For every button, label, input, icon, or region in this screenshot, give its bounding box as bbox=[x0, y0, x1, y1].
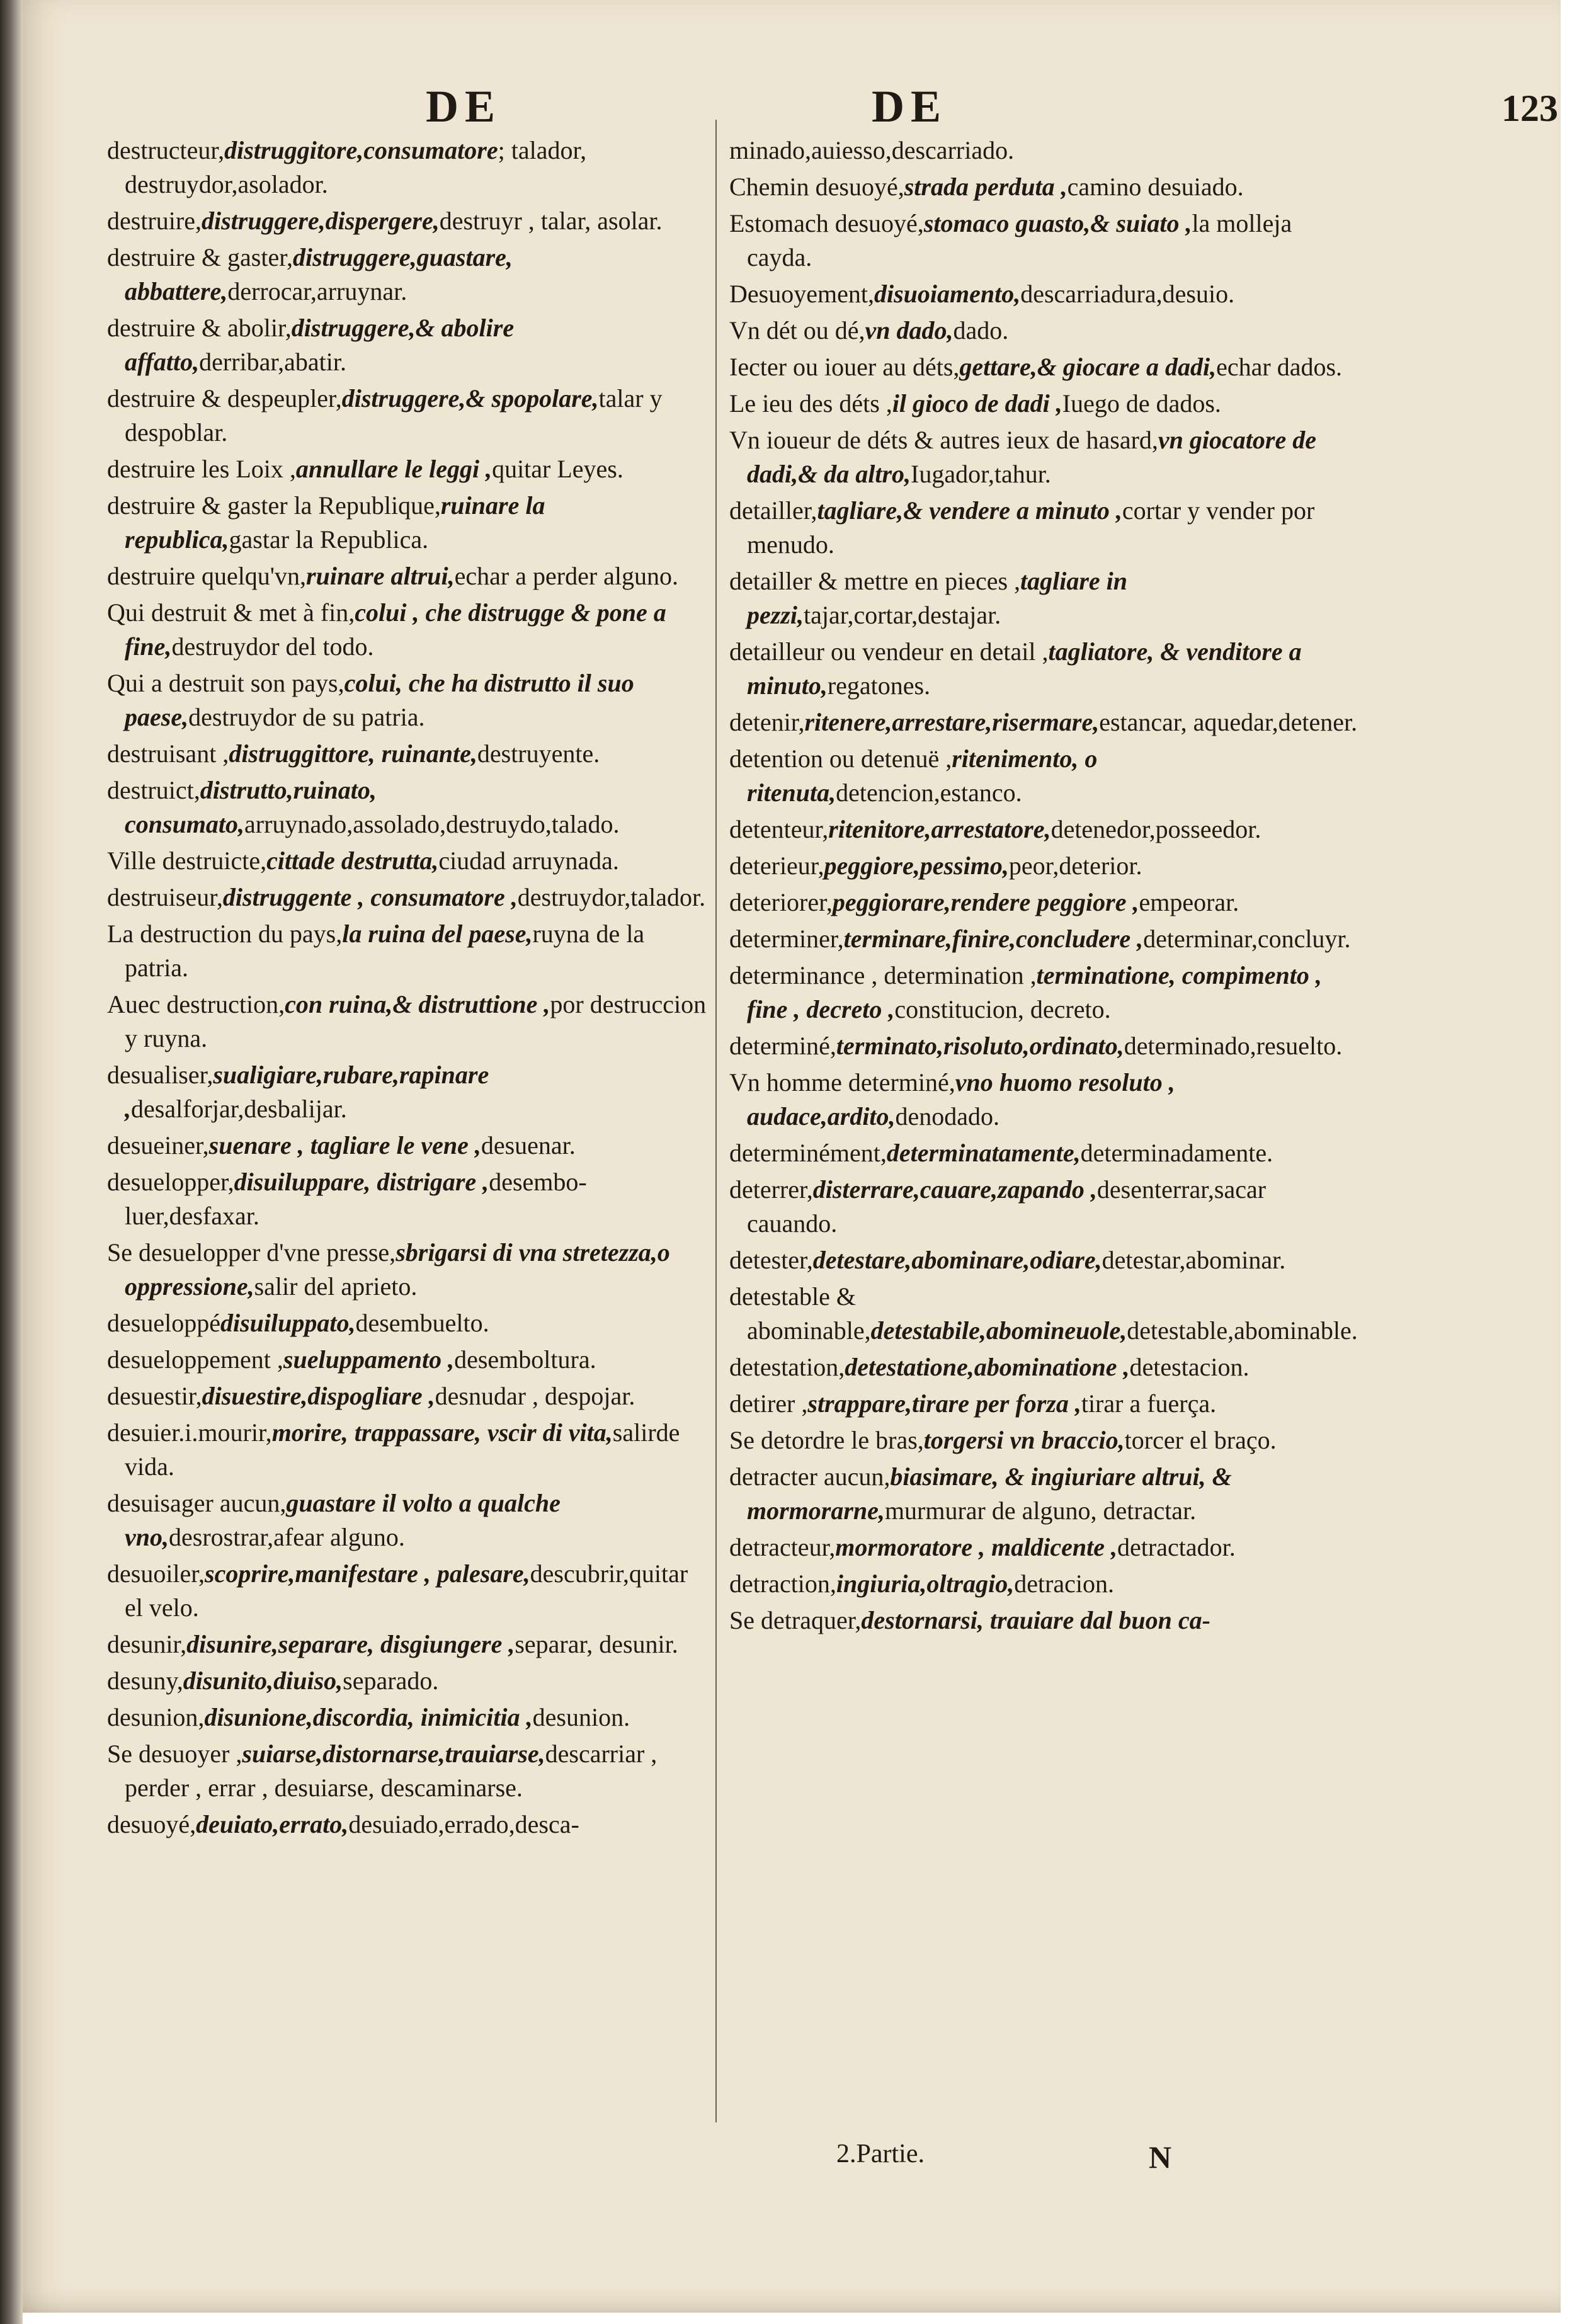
french-headword: desunir, bbox=[107, 1630, 187, 1658]
spanish-translation: camino desuiado. bbox=[1067, 173, 1244, 201]
dictionary-entry bbox=[729, 1350, 1359, 1384]
italian-translation: ingiuria,oltragio, bbox=[836, 1569, 1015, 1598]
french-headword: Ville destruicte, bbox=[107, 846, 267, 875]
french-headword: detenir, bbox=[729, 708, 805, 736]
french-headword: Le ieu des déts , bbox=[729, 389, 892, 418]
french-headword: destruire & despeupler, bbox=[107, 384, 342, 413]
dictionary-entry bbox=[107, 452, 712, 486]
dictionary-entry bbox=[107, 1129, 712, 1163]
french-headword: desuestir, bbox=[107, 1382, 202, 1410]
italian-translation: colui , che distrugge & pone a fine, bbox=[125, 598, 666, 661]
spanish-translation: destruydor del todo. bbox=[171, 632, 374, 661]
spanish-translation: peor,deterior. bbox=[1008, 852, 1142, 880]
spanish-translation: determinar,concluyr. bbox=[1143, 925, 1351, 953]
spanish-translation: empeorar. bbox=[1139, 888, 1239, 916]
signature-mark: 2.Partie. bbox=[836, 2139, 925, 2168]
italian-translation: sueluppamento , bbox=[283, 1345, 455, 1374]
left-running-head: DE bbox=[426, 81, 502, 132]
dictionary-entry bbox=[729, 1136, 1359, 1170]
italian-translation: disunione,discordia, inimicitia , bbox=[204, 1703, 533, 1731]
italian-translation: tagliatore, & venditore a minuto, bbox=[747, 637, 1302, 700]
spanish-translation: derrocar,arruynar. bbox=[227, 277, 407, 305]
french-headword: deterrer, bbox=[729, 1175, 813, 1204]
spanish-translation: detractador. bbox=[1117, 1533, 1236, 1561]
spanish-translation: ciudad arruynada. bbox=[438, 846, 619, 875]
italian-translation: suenare , tagliare le vene , bbox=[208, 1131, 481, 1159]
spanish-translation: desuiado,errado,desca- bbox=[348, 1810, 579, 1838]
dictionary-entry bbox=[729, 277, 1359, 311]
italian-translation: deuiato,errato, bbox=[196, 1810, 349, 1838]
italian-translation: stomaco guasto,& suiato , bbox=[923, 209, 1192, 237]
dictionary-entry bbox=[107, 1165, 712, 1233]
french-headword: detailler, bbox=[729, 496, 817, 525]
dictionary-entry bbox=[729, 1603, 1359, 1638]
italian-translation: mormoratore , maldicente , bbox=[835, 1533, 1118, 1561]
dictionary-entry bbox=[729, 350, 1359, 384]
spanish-translation: desembo-luer,desfaxar. bbox=[125, 1168, 587, 1230]
french-headword: desuoiler, bbox=[107, 1559, 205, 1588]
dictionary-entry bbox=[729, 1530, 1359, 1564]
dictionary-entry bbox=[729, 705, 1359, 739]
spanish-translation: desemboltura. bbox=[454, 1345, 596, 1374]
dictionary-entry bbox=[107, 1627, 712, 1661]
dictionary-entry bbox=[107, 1379, 712, 1413]
dictionary-page bbox=[18, 0, 1561, 2313]
spanish-translation: torcer el braço. bbox=[1124, 1426, 1277, 1454]
dictionary-entry bbox=[107, 880, 712, 914]
italian-translation: morire, trappassare, vscir di vita, bbox=[271, 1418, 613, 1447]
dictionary-entry bbox=[107, 311, 712, 379]
spanish-translation: echar a perder alguno. bbox=[454, 562, 679, 590]
italian-translation: terminato,risoluto,ordinato, bbox=[836, 1032, 1124, 1060]
italian-translation: il gioco de dadi , bbox=[892, 389, 1062, 418]
italian-translation: peggiorare,rendere peggiore , bbox=[832, 888, 1139, 916]
french-headword: destruire & gaster, bbox=[107, 243, 293, 271]
dictionary-entry bbox=[107, 204, 712, 238]
dictionary-entry bbox=[107, 1664, 712, 1698]
italian-translation: colui, che ha distrutto il suo paese, bbox=[125, 669, 634, 731]
italian-translation: ritenere,arrestare,risermare, bbox=[804, 708, 1100, 736]
italian-translation: disuoiamento, bbox=[874, 280, 1021, 308]
dictionary-entry bbox=[107, 1416, 712, 1484]
dictionary-entry bbox=[729, 635, 1359, 703]
dictionary-entry bbox=[729, 849, 1359, 883]
italian-translation: tagliare in pezzi, bbox=[747, 567, 1128, 629]
catchword: N bbox=[1149, 2139, 1172, 2175]
spanish-translation: destruyr , talar, asolar. bbox=[439, 207, 663, 235]
italian-translation: cittade destrutta, bbox=[266, 846, 439, 875]
italian-translation: vno huomo resoluto , audace,ardito, bbox=[747, 1068, 1175, 1131]
french-headword: deterieur, bbox=[729, 852, 824, 880]
spanish-translation: la molleja cayda. bbox=[747, 209, 1292, 271]
italian-translation: distruggere,& spopolare, bbox=[341, 384, 599, 413]
italian-translation: detestare,abominare,odiare, bbox=[812, 1246, 1102, 1274]
italian-translation: terminatione, compimento , fine , decreto , bbox=[747, 961, 1322, 1023]
spanish-translation: separado. bbox=[343, 1666, 439, 1695]
italian-translation: strappare,tirare per forza , bbox=[807, 1389, 1081, 1418]
italian-translation: biasimare, & ingiuriare altrui, & mormorarne, bbox=[747, 1462, 1232, 1525]
dictionary-entry bbox=[729, 886, 1359, 920]
dictionary-entry bbox=[107, 737, 712, 771]
spanish-translation: destruydor,talador. bbox=[517, 883, 706, 911]
french-headword: detestation, bbox=[729, 1353, 845, 1381]
column-divider bbox=[715, 120, 717, 2122]
french-headword: Se desuelopper d'vne presse, bbox=[107, 1238, 396, 1267]
french-headword: desualiser, bbox=[107, 1061, 213, 1089]
french-headword: destruire & abolir, bbox=[107, 314, 292, 342]
italian-translation: ritenitore,arrestatore, bbox=[828, 815, 1051, 843]
spanish-translation: destruydor de su patria. bbox=[188, 703, 425, 731]
dictionary-entry bbox=[729, 1280, 1359, 1348]
french-headword: desueiner, bbox=[107, 1131, 209, 1159]
spanish-translation: desunion. bbox=[532, 1703, 630, 1731]
italian-translation: annullare le leggi , bbox=[295, 455, 492, 483]
spanish-translation: desenterrar,sacar cauando. bbox=[747, 1175, 1267, 1238]
french-headword: Vn homme determiné, bbox=[729, 1068, 955, 1096]
spanish-translation: ruyna de la patria. bbox=[125, 920, 645, 982]
dictionary-entry bbox=[729, 1029, 1359, 1063]
italian-translation: vn dado, bbox=[865, 316, 954, 345]
italian-translation: distruggente , consumatore , bbox=[222, 883, 518, 911]
italian-translation: destornarsi, trauiare dal buon ca- bbox=[861, 1606, 1210, 1634]
dictionary-entry bbox=[107, 1236, 712, 1304]
french-headword: deteriorer, bbox=[729, 888, 833, 916]
french-headword: detention ou detenuë , bbox=[729, 744, 952, 773]
dictionary-entry bbox=[107, 773, 712, 841]
page-number: 123 bbox=[1501, 88, 1558, 129]
dictionary-entry bbox=[107, 559, 712, 593]
french-headword: destruire, bbox=[107, 207, 202, 235]
spanish-translation: minado,auiesso,descarriado. bbox=[729, 136, 1015, 164]
italian-translation: distruggitore,consumatore bbox=[224, 136, 498, 164]
dictionary-entry bbox=[107, 844, 712, 878]
french-headword: desuoyé, bbox=[107, 1810, 196, 1838]
spanish-translation: desuenar. bbox=[481, 1131, 576, 1159]
french-headword: detirer , bbox=[729, 1389, 808, 1418]
spanish-translation: determinado,resuelto. bbox=[1124, 1032, 1343, 1060]
french-headword: detraction, bbox=[729, 1569, 836, 1598]
spanish-translation: ; talador, destruydor,asolador. bbox=[125, 136, 587, 198]
italian-translation: determinatamente, bbox=[886, 1139, 1081, 1167]
italian-translation: disuiluppato, bbox=[220, 1309, 356, 1337]
french-headword: desuisager aucun, bbox=[107, 1489, 287, 1517]
french-headword: Qui a destruit son pays, bbox=[107, 669, 344, 697]
italian-translation: disunire,separare, disgiungere , bbox=[186, 1630, 515, 1658]
spanish-translation: detestar,abominar. bbox=[1102, 1246, 1286, 1274]
left-column bbox=[107, 134, 712, 1844]
dictionary-entry bbox=[729, 134, 1359, 168]
spanish-translation: desnudar , despojar. bbox=[435, 1382, 635, 1410]
spanish-translation: tajar,cortar,destajar. bbox=[804, 601, 1001, 629]
italian-translation: disuestire,dispogliare , bbox=[202, 1382, 435, 1410]
spanish-translation: dado. bbox=[953, 316, 1009, 345]
dictionary-entry bbox=[729, 742, 1359, 810]
book-spine-shadow bbox=[0, 0, 23, 2324]
italian-translation: distruggere,guastare, abbattere, bbox=[125, 243, 513, 305]
french-headword: Qui destruit & met à fin, bbox=[107, 598, 355, 627]
french-headword: detracter aucun, bbox=[729, 1462, 891, 1491]
italian-translation: suiarse,distornarse,trauiarse, bbox=[242, 1740, 545, 1768]
spanish-translation: gastar la Republica. bbox=[229, 525, 429, 554]
dictionary-entry bbox=[729, 494, 1359, 562]
right-column bbox=[729, 134, 1359, 1640]
dictionary-entry bbox=[107, 666, 712, 734]
french-headword: destruire & gaster la Republique, bbox=[107, 491, 441, 520]
dictionary-entry bbox=[107, 134, 712, 202]
french-headword: destruire les Loix , bbox=[107, 455, 296, 483]
french-headword: detracteur, bbox=[729, 1533, 836, 1561]
spanish-translation: arruynado,assolado,destruydo,talado. bbox=[244, 810, 620, 838]
french-headword: Estomach desuoyé, bbox=[729, 209, 924, 237]
spanish-translation: tirar a fuerça. bbox=[1081, 1389, 1217, 1418]
dictionary-entry bbox=[729, 922, 1359, 956]
dictionary-entry bbox=[107, 596, 712, 664]
italian-translation: ruinare altrui, bbox=[306, 562, 455, 590]
dictionary-entry bbox=[729, 170, 1359, 204]
french-headword: Se desuoyer , bbox=[107, 1740, 242, 1768]
french-headword: detenteur, bbox=[729, 815, 829, 843]
italian-translation: detestabile,abomineuole, bbox=[870, 1316, 1127, 1345]
french-headword: determiné, bbox=[729, 1032, 836, 1060]
spanish-translation: Iuego de dados. bbox=[1062, 389, 1221, 418]
italian-translation: distruggere,& abolire affatto, bbox=[125, 314, 515, 376]
french-headword: detailler & mettre en pieces , bbox=[729, 567, 1021, 595]
french-headword: Se detraquer, bbox=[729, 1606, 862, 1634]
spanish-translation: desalforjar,desbalijar. bbox=[131, 1095, 347, 1123]
french-headword: desunion, bbox=[107, 1703, 205, 1731]
dictionary-entry bbox=[107, 988, 712, 1056]
italian-translation: disuiluppare, distrigare , bbox=[234, 1168, 489, 1196]
spanish-translation: descubrir,quitar el velo. bbox=[125, 1559, 688, 1622]
italian-translation: la ruina del paese, bbox=[342, 920, 533, 948]
french-headword: desueloppé bbox=[107, 1309, 220, 1337]
spanish-translation: detencion,estanco. bbox=[836, 778, 1022, 807]
italian-translation: peggiore,pessimo, bbox=[824, 852, 1009, 880]
french-headword: determinément, bbox=[729, 1139, 887, 1167]
french-headword: destruire quelqu'vn, bbox=[107, 562, 307, 590]
spanish-translation: regatones. bbox=[827, 671, 931, 700]
spanish-translation: separar, desunir. bbox=[515, 1630, 678, 1658]
spanish-translation: detestacion. bbox=[1129, 1353, 1250, 1381]
spanish-translation: constitucion, decreto. bbox=[894, 995, 1111, 1023]
italian-translation: tagliare,& vendere a minuto , bbox=[817, 496, 1122, 525]
dictionary-entry bbox=[729, 314, 1359, 348]
spanish-translation: detestable,abominable. bbox=[1127, 1316, 1358, 1345]
dictionary-entry bbox=[729, 1066, 1359, 1134]
dictionary-entry bbox=[729, 1423, 1359, 1457]
dictionary-entry bbox=[107, 1486, 712, 1554]
french-headword: determinance , determination , bbox=[729, 961, 1037, 989]
dictionary-entry bbox=[107, 1700, 712, 1734]
italian-translation: con ruina,& distruttione , bbox=[285, 990, 550, 1018]
italian-translation: terminare,finire,concludere , bbox=[843, 925, 1144, 953]
dictionary-entry bbox=[107, 1557, 712, 1625]
spanish-translation: determinadamente. bbox=[1080, 1139, 1273, 1167]
french-headword: detailleur ou vendeur en detail , bbox=[729, 637, 1049, 666]
french-headword: Chemin desuoyé, bbox=[729, 173, 904, 201]
spanish-translation: derribar,abatir. bbox=[199, 348, 346, 376]
spanish-translation: cortar y vender por menudo. bbox=[747, 496, 1315, 559]
spanish-translation: estancar, aquedar,detener. bbox=[1099, 708, 1358, 736]
french-headword: Vn dét ou dé, bbox=[729, 316, 865, 345]
italian-translation: ritenimento, o ritenuta, bbox=[747, 744, 1098, 807]
spanish-translation: detenedor,posseedor. bbox=[1050, 815, 1261, 843]
french-headword: Se detordre le bras, bbox=[729, 1426, 924, 1454]
dictionary-entry bbox=[107, 1737, 712, 1805]
dictionary-entry bbox=[729, 959, 1359, 1027]
italian-translation: sbrigarsi di vna stretezza,o oppressione, bbox=[125, 1238, 670, 1301]
dictionary-entry bbox=[107, 1808, 712, 1842]
dictionary-entry bbox=[729, 1567, 1359, 1601]
dictionary-entry bbox=[729, 1387, 1359, 1421]
right-running-head: DE bbox=[872, 81, 948, 132]
french-headword: Iecter ou iouer au déts, bbox=[729, 353, 960, 381]
italian-translation: sualigiare,rubare,rapinare , bbox=[125, 1061, 489, 1123]
italian-translation: ruinare la republica, bbox=[125, 491, 545, 554]
spanish-translation: salirde vida. bbox=[125, 1418, 680, 1481]
french-headword: desuny, bbox=[107, 1666, 183, 1695]
spanish-translation: talar y despoblar. bbox=[125, 384, 663, 447]
dictionary-entry bbox=[107, 1306, 712, 1340]
italian-translation: detestatione,abominatione , bbox=[845, 1353, 1130, 1381]
spanish-translation: Iugador,tahur. bbox=[911, 460, 1051, 488]
italian-translation: disterrare,cauare,zapando , bbox=[812, 1175, 1097, 1204]
spanish-translation: denodado. bbox=[895, 1102, 1000, 1131]
french-headword: destruiseur, bbox=[107, 883, 223, 911]
italian-translation: vn giocatore de dadi,& da altro, bbox=[747, 426, 1316, 488]
spanish-translation: descarriar , perder , errar , desuiarse, descaminarse. bbox=[125, 1740, 658, 1802]
spanish-translation: salir del aprieto. bbox=[254, 1272, 418, 1301]
spanish-translation: murmurar de alguno, detractar. bbox=[884, 1496, 1197, 1525]
dictionary-entry bbox=[729, 812, 1359, 846]
italian-translation: guastare il volto a qualche vno, bbox=[125, 1489, 561, 1551]
italian-translation: scoprire,manifestare , palesare, bbox=[205, 1559, 530, 1588]
spanish-translation: detracion. bbox=[1014, 1569, 1115, 1598]
dictionary-entry bbox=[107, 917, 712, 985]
dictionary-entry bbox=[729, 1243, 1359, 1277]
dictionary-entry bbox=[729, 1173, 1359, 1241]
spanish-translation: por destruccion y ruyna. bbox=[125, 990, 707, 1052]
italian-translation: gettare,& giocare a dadi, bbox=[959, 353, 1217, 381]
spanish-translation: echar dados. bbox=[1216, 353, 1343, 381]
french-headword: desuier.i.mourir, bbox=[107, 1418, 272, 1447]
dictionary-entry bbox=[107, 1058, 712, 1126]
dictionary-entry bbox=[107, 382, 712, 450]
french-headword: destruict, bbox=[107, 776, 200, 804]
french-headword: Vn ioueur de déts & autres ieux de hasard, bbox=[729, 426, 1158, 454]
italian-translation: strada perduta , bbox=[904, 173, 1067, 201]
spanish-translation: desembuelto. bbox=[355, 1309, 489, 1337]
italian-translation: distruggittore, ruinante, bbox=[229, 739, 477, 768]
french-headword: desuelopper, bbox=[107, 1168, 234, 1196]
french-headword: Desuoyement, bbox=[729, 280, 874, 308]
dictionary-entry bbox=[107, 489, 712, 557]
dictionary-entry bbox=[107, 1343, 712, 1377]
spanish-translation: desrostrar,afear alguno. bbox=[169, 1523, 405, 1551]
french-headword: desueloppement , bbox=[107, 1345, 283, 1374]
french-headword: La destruction du pays, bbox=[107, 920, 343, 948]
italian-translation: disunito,diuiso, bbox=[183, 1666, 343, 1695]
dictionary-entry bbox=[729, 207, 1359, 275]
french-headword: destruisant , bbox=[107, 739, 229, 768]
french-headword: Auec destruction, bbox=[107, 990, 285, 1018]
spanish-translation: descarriadura,desuio. bbox=[1020, 280, 1235, 308]
spanish-translation: quitar Leyes. bbox=[492, 455, 623, 483]
french-headword: determiner, bbox=[729, 925, 844, 953]
french-headword: detestable & abominable, bbox=[729, 1282, 871, 1345]
dictionary-entry bbox=[729, 423, 1359, 491]
dictionary-entry bbox=[729, 387, 1359, 421]
italian-translation: distruggere,dispergere, bbox=[201, 207, 440, 235]
italian-translation: distrutto,ruinato, consumato, bbox=[125, 776, 377, 838]
dictionary-entry bbox=[729, 564, 1359, 632]
dictionary-entry bbox=[729, 1460, 1359, 1528]
dictionary-entry bbox=[107, 241, 712, 309]
french-headword: detester, bbox=[729, 1246, 813, 1274]
spanish-translation: destruyente. bbox=[477, 739, 600, 768]
italian-translation: torgersi vn braccio, bbox=[923, 1426, 1125, 1454]
french-headword: destructeur, bbox=[107, 136, 225, 164]
